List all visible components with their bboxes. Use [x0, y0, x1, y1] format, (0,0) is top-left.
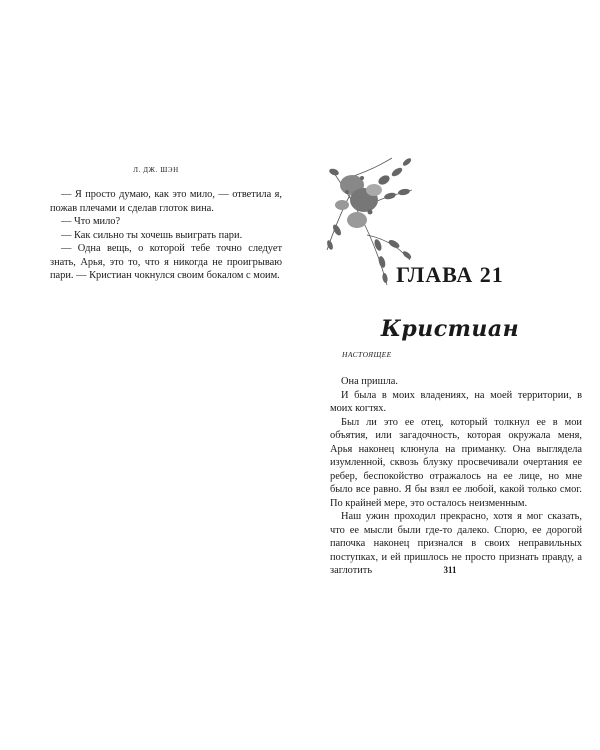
- left-body-text: [50, 188, 282, 283]
- timeframe-label: НАСТОЯЩЕЕ: [342, 350, 392, 359]
- paragraph: Был ли это ее отец, который толкнул ее в мои объятия, или загадочность, которая окружала меня, Арья наконец клюнула на приманку. Она выглядела изумленной, сквозь блузку просвечивали очертания ее ребер, беспокойство отражалось на ее лице, но мне было все равно. Я бы взял ее любой, какой только смог. По крайней мере, это осталось неизменным.: [330, 416, 582, 509]
- paragraph: — Одна вещь, о которой тебе точно следует знать, Арья, это то, что я никогда не проигрываю пари. — Кристиан чокнулся своим бокалом с моим.: [50, 243, 282, 281]
- right-body-text: [330, 375, 582, 578]
- paragraph: — Я просто думаю, как это мило, — ответила я, пожав плечами и сделав глоток вина.: [50, 189, 282, 214]
- pov-character-name: Кристиан: [380, 316, 520, 342]
- running-head: Л. ДЖ. ШЭН: [133, 166, 179, 174]
- paragraph: И была в моих владениях, на моей территории, в моих когтях.: [330, 389, 582, 414]
- page-number: 311: [443, 565, 457, 575]
- paragraph: — Что мило?: [61, 216, 121, 227]
- paragraph: — Как сильно ты хочешь выиграть пари.: [61, 229, 243, 241]
- chapter-title: ГЛАВА 21: [396, 262, 504, 287]
- paragraph: Наш ужин проходил прекрасно, хотя я мог сказать, что ее мысли были где-то далеко. Спорю, ее дорогой папочка наконец признался в своих неправильных поступках, и ей пришлось не просто признать правду, а заглотить: [330, 511, 582, 576]
- paragraph: Она пришла.: [341, 376, 398, 387]
- right-page: [300, 0, 600, 750]
